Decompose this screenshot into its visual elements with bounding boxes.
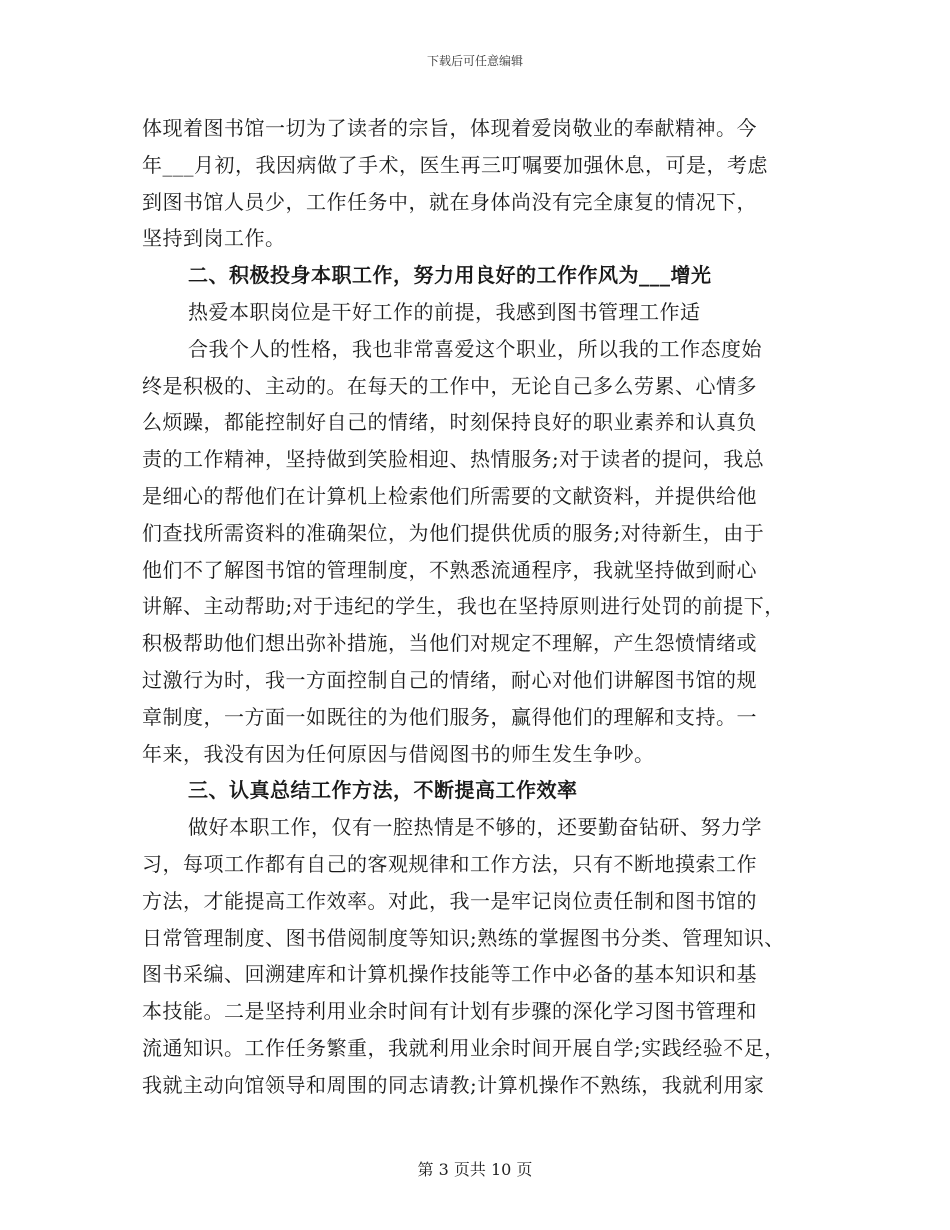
body-line: 积极帮助他们想出弥补措施，当他们对规定不理解，产生怨愤情绪或 (142, 631, 757, 656)
body-line: 合我个人的性格，我也非常喜爱这个职业，所以我的工作态度始 (188, 336, 762, 361)
page-number: 第 3 页共 10 页 (417, 1160, 533, 1179)
body-line: 做好本职工作，仅有一腔热情是不够的，还要勤奋钻研、努力学 (188, 815, 762, 840)
body-line: 讲解、主动帮助;对于违纪的学生，我也在坚持原则进行处罚的前提下， (142, 594, 785, 619)
body-line: 习，每项工作都有自己的客观规律和工作方法，只有不断地摸索工作 (142, 851, 757, 876)
body-line: 责的工作精神，坚持做到笑脸相迎、热情服务;对于读者的提问，我总 (142, 447, 765, 472)
body-line: 么烦躁，都能控制好自己的情绪，时刻保持良好的职业素养和认真负 (142, 410, 757, 435)
body-line: 他们不了解图书馆的管理制度，不熟悉流通程序，我就坚持做到耐心 (142, 557, 757, 582)
body-line: 热爱本职岗位是干好工作的前提，我感到图书管理工作适 (188, 299, 701, 324)
page-header-note: 下载后可任意编辑 (426, 54, 523, 68)
body-line: 图书采编、回溯建库和计算机操作技能等工作中必备的基本知识和基 (142, 962, 757, 987)
body-line: 日常管理制度、图书借阅制度等知识;熟练的掌握图书分类、管理知识、 (142, 925, 785, 950)
body-line: 年来，我没有因为任何原因与借阅图书的师生发生争吵。 (142, 741, 655, 766)
body-line: 体现着图书馆一切为了读者的宗旨，体现着爱岗敬业的奉献精神。今 (142, 116, 757, 140)
body-line: 方法，才能提高工作效率。对此，我一是牢记岗位责任制和图书馆的 (142, 888, 757, 913)
body-line: 终是积极的、主动的。在每天的工作中，无论自己多么劳累、心情多 (142, 373, 757, 398)
body-line: 章制度，一方面一如既往的为他们服务，赢得他们的理解和支持。一 (142, 704, 757, 729)
body-line: 是细心的帮他们在计算机上检索他们所需要的文献资料，并提供给他 (142, 483, 757, 508)
body-line: 本技能。二是坚持利用业余时间有计划有步骤的深化学习图书管理和 (142, 999, 757, 1024)
section-heading-3: 三、认真总结工作方法，不断提高工作效率 (188, 778, 578, 803)
document-body (142, 110, 822, 1104)
body-line: 到图书馆人员少，工作任务中，就在身体尚没有完全康复的情况下， (142, 189, 757, 214)
body-line: 我就主动向馆领导和周围的同志请教;计算机操作不熟练，我就利用家 (142, 1072, 765, 1097)
body-line: 们查找所需资料的准确架位，为他们提供优质的服务;对待新生，由于 (142, 520, 765, 545)
section-heading-2: 二、积极投身本职工作，努力用良好的工作作风为___增光 (188, 263, 712, 288)
body-line: 过激行为时，我一方面控制自己的情绪，耐心对他们讲解图书馆的规 (142, 667, 757, 692)
body-line: 流通知识。工作任务繁重，我就利用业余时间开展自学;实践经验不足， (142, 1035, 785, 1060)
body-line: 坚持到岗工作。 (142, 226, 286, 251)
body-line: 年___月初，我因病做了手术，医生再三叮嘱要加强休息，可是，考虑 (142, 152, 768, 177)
